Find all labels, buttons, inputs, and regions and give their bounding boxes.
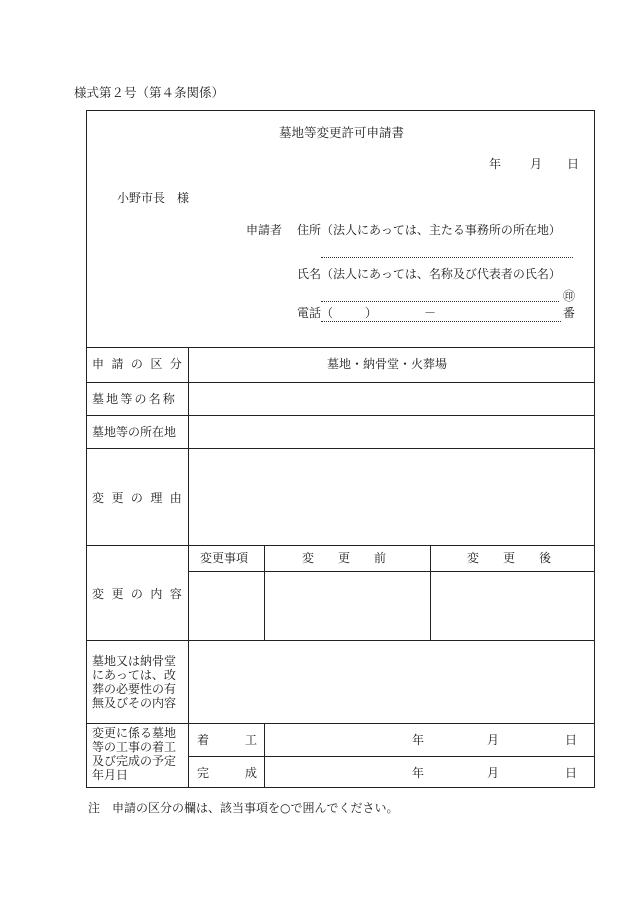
phone-line [321,321,561,322]
rule-category-bottom [87,382,594,383]
content-header-after: 変 更 後 [467,551,552,565]
form-title: 墓地等変更許可申請書 [279,125,405,140]
rule-schedule-middle [188,756,594,757]
completion-year: 年 [412,766,425,780]
necessity-line: 葬の必要性の有 [92,682,177,696]
name-label: 氏名（法人にあっては、名称及び代表者の氏名） [297,267,561,281]
address-label: 住所（法人にあっては、主たる事務所の所在地） [297,223,561,237]
content-header-item: 変更事項 [200,551,249,565]
rule-label-column [188,347,189,787]
rule-schedule-label-column [264,723,265,787]
start-label: 着 工 [197,733,258,747]
start-day: 日 [565,733,578,747]
application-form [86,110,595,788]
rule-content-item-column [264,545,265,640]
category-value: 墓地・納骨堂・火葬場 [327,357,448,371]
start-month: 月 [487,733,500,747]
date-year: 年 [489,157,502,171]
addressee: 小野市長 様 [117,191,190,205]
seal-mark: ㊞ [563,289,576,303]
completion-label: 完 成 [197,766,258,780]
necessity-row-label [92,654,176,710]
schedule-line: 変更に係る墓地 [92,726,177,740]
name-line [321,301,559,302]
schedule-line: 年月日 [92,768,129,782]
necessity-line: 墓地又は納骨堂 [92,654,177,668]
start-year: 年 [412,733,425,747]
rule-reason-bottom [87,545,594,546]
content-row-label: 変更の内容 [92,587,190,601]
phone-suffix: 番 [563,306,576,320]
form-number: 様式第２号（第４条関係） [74,85,225,100]
phone-paren-open: （ [321,306,334,320]
necessity-line: 無及びその内容 [92,696,177,710]
reason-row-label: 変更の理由 [92,491,190,505]
date-day: 日 [567,157,580,171]
rule-header-bottom [87,347,594,348]
schedule-line: 及び完成の予定 [92,754,177,768]
phone-label: 電話 [297,306,322,320]
category-label: 申請の区分 [92,357,190,371]
phone-paren-close: ） [365,306,378,320]
content-header-before: 変 更 前 [302,551,387,565]
phone-dash: － [424,306,437,320]
rule-content-header-bottom [188,571,594,572]
completion-month: 月 [487,766,500,780]
applicant-label: 申請者 [246,223,283,237]
date-month: 月 [530,157,543,171]
location-row-label: 墓地等の所在地 [92,425,177,439]
schedule-row-label [92,726,176,782]
rule-content-bottom [87,640,594,641]
completion-day: 日 [565,766,578,780]
necessity-line: にあっては、改 [92,668,176,682]
rule-necessity-bottom [87,723,594,724]
footnote: 注 申請の区分の欄は、該当事項を○で囲んでください。 [88,801,399,815]
rule-content-before-after [430,545,431,640]
rule-name-bottom [87,415,594,416]
address-line [321,257,573,258]
name-row-label: 墓地等の名称 [92,392,177,406]
rule-location-bottom [87,448,594,449]
schedule-line: 等の工事の着工 [92,740,177,754]
